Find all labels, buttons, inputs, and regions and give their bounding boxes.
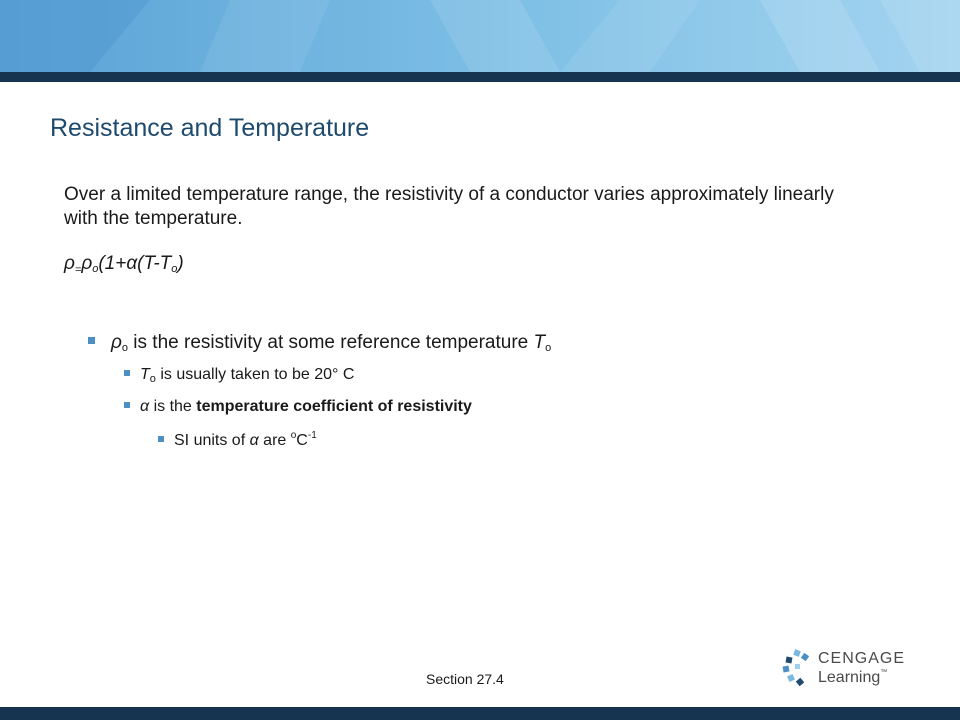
footer-bar xyxy=(0,707,960,720)
bullet-reference-temperature xyxy=(124,366,354,385)
exponent: -1 xyxy=(307,430,317,441)
bullet-si-units xyxy=(158,430,317,450)
formula-sub-o: o xyxy=(92,263,99,275)
resistivity-formula xyxy=(64,253,184,276)
formula-body: (1+α(T-T xyxy=(98,253,172,274)
t-subscript: o xyxy=(149,373,156,385)
celsius-c: C xyxy=(296,432,308,449)
bullet-text: SI units of xyxy=(174,432,250,449)
bullet-text: is the resistivity at some reference temperature xyxy=(128,332,534,353)
rho-symbol: ρ xyxy=(111,332,122,353)
header-banner xyxy=(0,0,960,72)
banner-pattern xyxy=(0,0,960,72)
bullet-square-icon xyxy=(124,402,130,408)
logo-learning: Learning xyxy=(818,669,881,686)
bullet-square-icon xyxy=(88,337,95,344)
slide-title: Resistance and Temperature xyxy=(50,114,370,142)
logo-tm: ™ xyxy=(880,669,888,676)
bullet-temperature-coefficient xyxy=(124,398,472,416)
formula-sub-o2: o xyxy=(171,263,178,275)
formula-rho: ρ xyxy=(64,253,75,274)
t-subscript: o xyxy=(545,342,552,354)
bullet-square-icon xyxy=(158,436,164,442)
t-symbol: T xyxy=(140,366,150,383)
logo-cengage: CENGAGE xyxy=(818,650,906,667)
formula-equals: = xyxy=(74,264,82,276)
section-label: Section 27.4 xyxy=(426,671,504,687)
t-symbol: T xyxy=(533,332,546,353)
intro-paragraph: Over a limited temperature range, the resistivity of a conductor varies approximately linearly with the temperature. xyxy=(64,184,834,229)
are-text: are xyxy=(258,432,291,449)
logo-learning-wrap xyxy=(818,669,887,687)
bold-term: temperature coefficient of resistivity xyxy=(196,398,472,415)
alpha-symbol: α xyxy=(249,432,259,449)
formula-close: ) xyxy=(177,253,184,274)
bullet-square-icon xyxy=(124,370,130,376)
rho-subscript: o xyxy=(121,342,129,354)
degree-o: o xyxy=(290,430,297,441)
cengage-logo xyxy=(780,648,930,693)
alpha-symbol: α xyxy=(140,398,150,415)
bullet-text: is the xyxy=(149,398,197,415)
bullet-text: is usually taken to be 20° C xyxy=(155,366,355,383)
header-bar xyxy=(0,72,960,82)
bullet-reference-resistivity xyxy=(88,332,551,354)
cengage-mark-icon xyxy=(780,648,816,688)
formula-rho-o: ρ xyxy=(81,253,93,274)
